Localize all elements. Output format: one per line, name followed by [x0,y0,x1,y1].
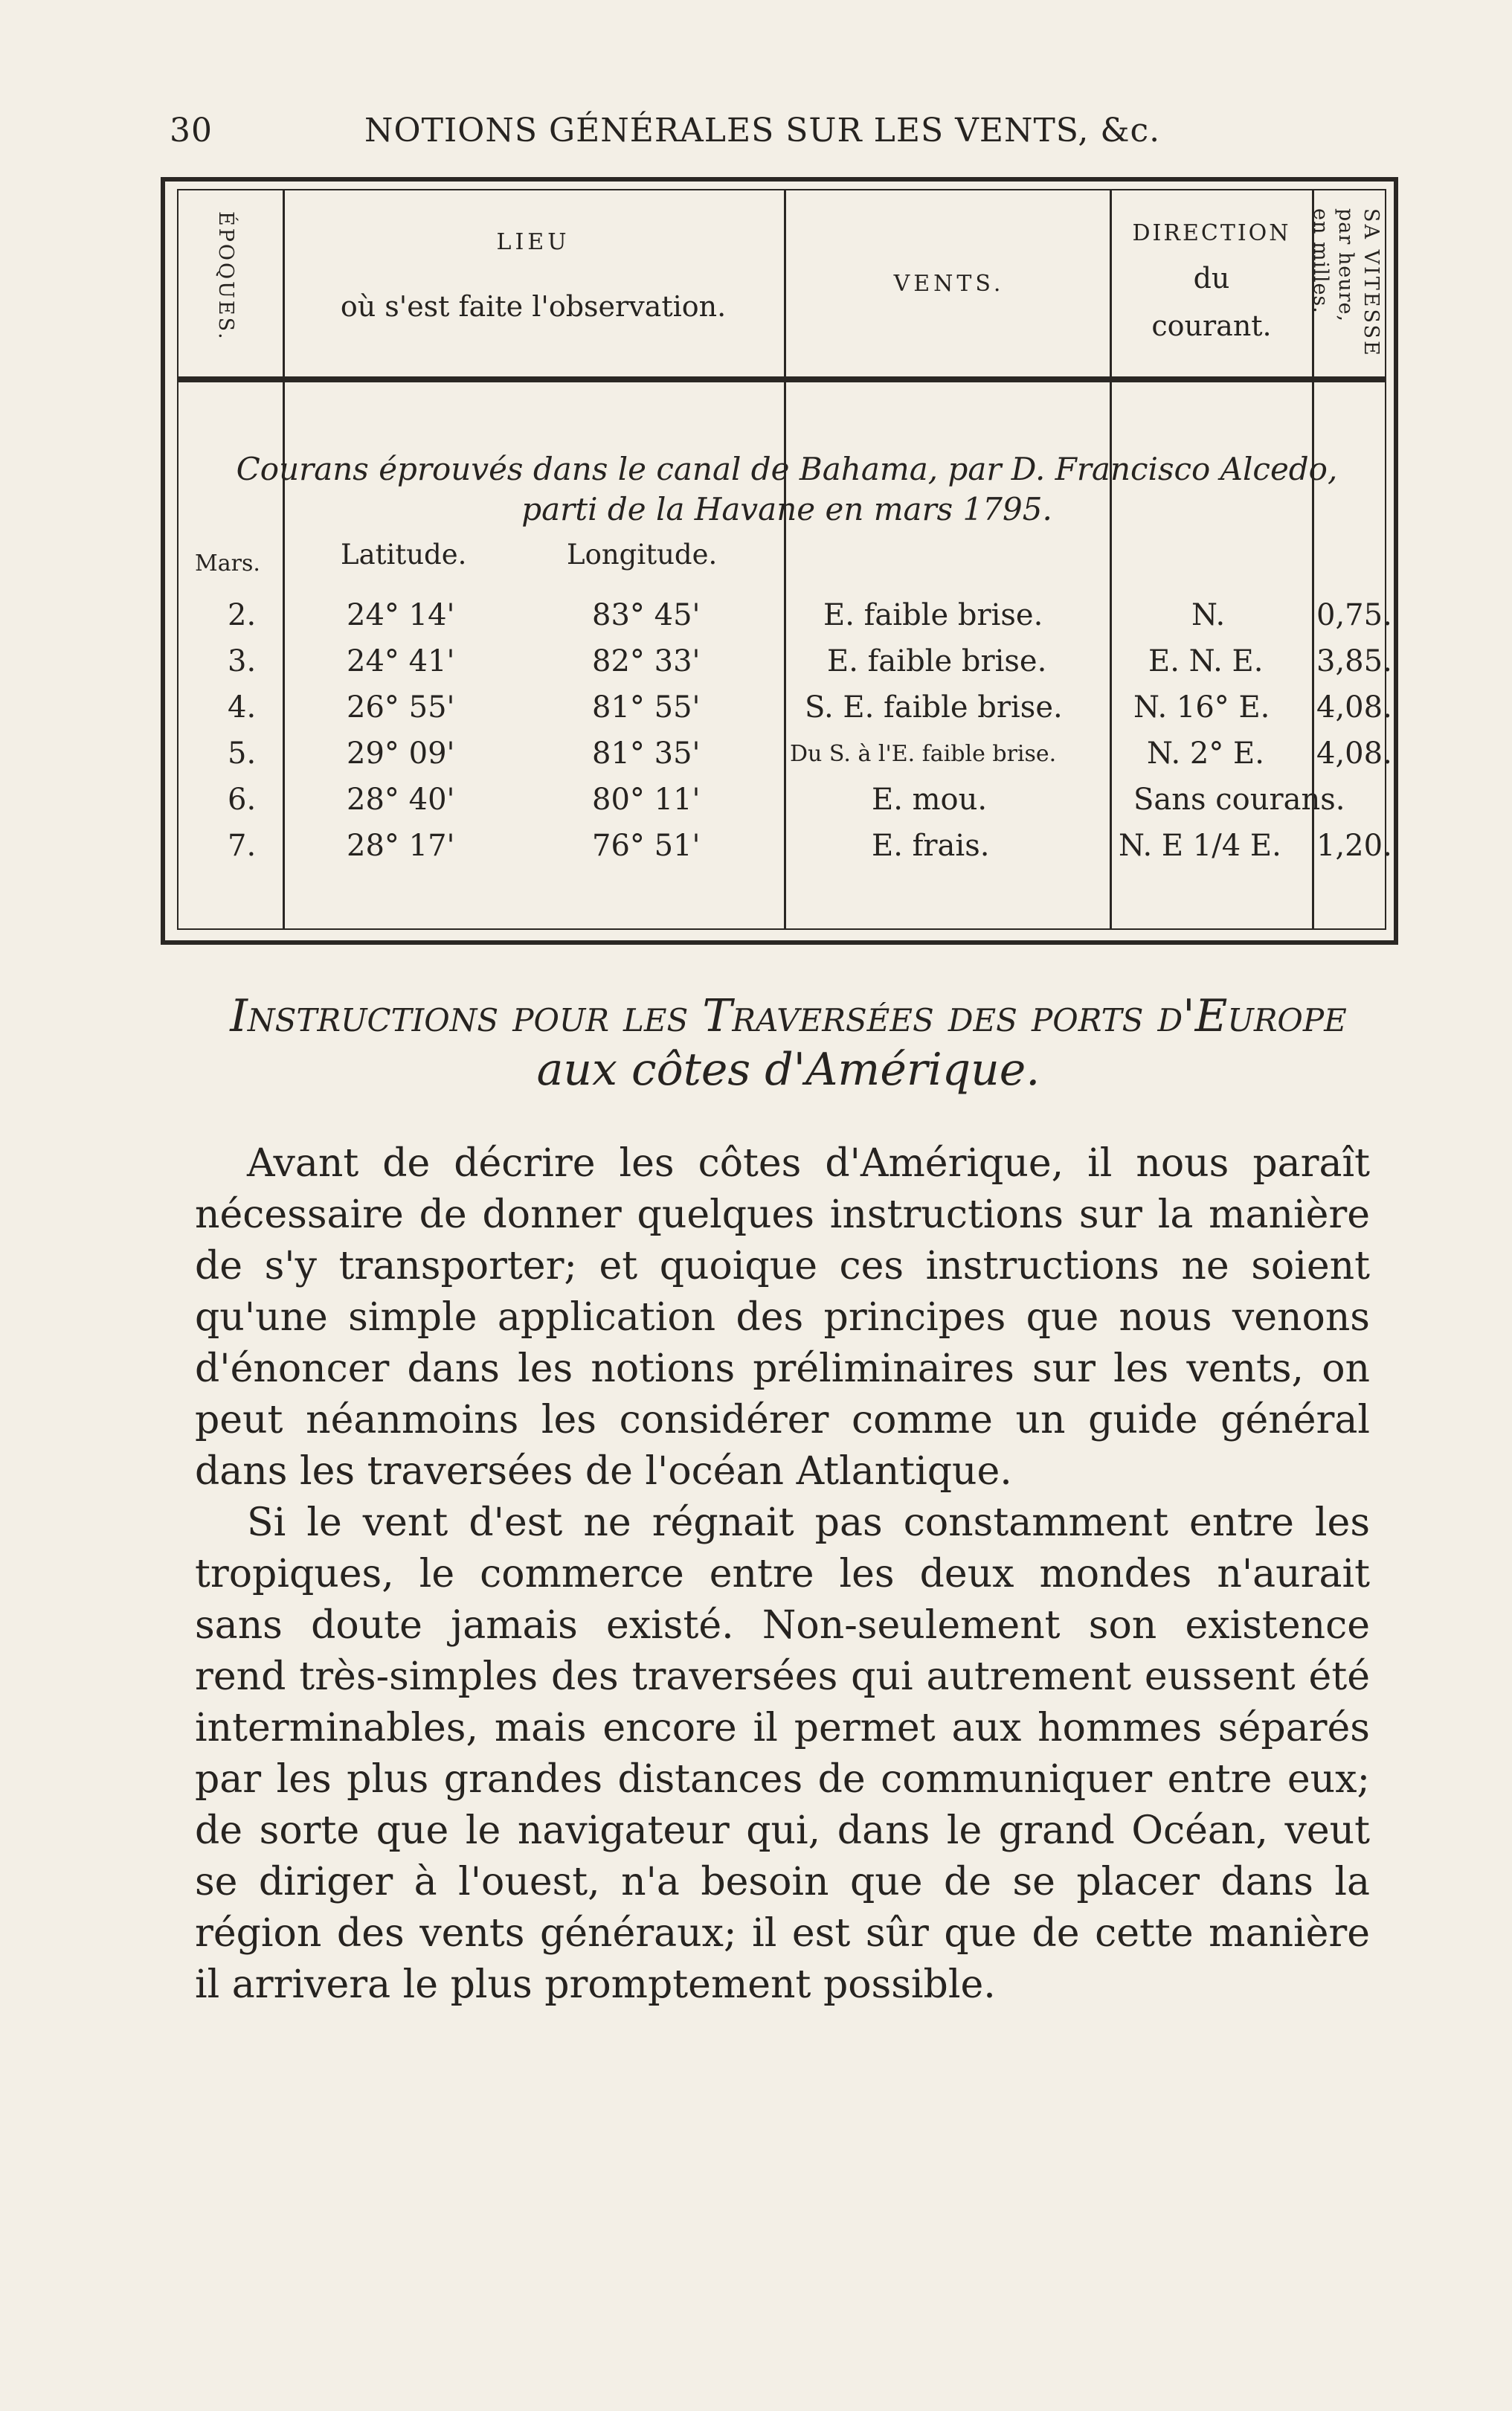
header-lieu-subtitle: où s'est faite l'observation. [340,290,727,323]
header-lieu-title: LIEU [496,229,570,255]
running-head: NOTIONS GÉNÉRALES SUR LES VENTS, &c. [364,112,1161,150]
cell-wind: Du S. à l'E. faible brise. [790,741,1057,767]
cell-direction: N. E 1/4 E. [1119,829,1281,863]
cell-speed: 0,75. [1316,598,1392,632]
cell-latitude: 29° 09' [347,736,455,771]
section-title-line-1: Courans éprouvés dans le canal de Bahama, par D. Francisco Alcedo, [236,451,1338,487]
header-rule [177,376,1386,382]
cell-speed: 4,08. [1316,736,1392,771]
cell-day: 7. [228,829,257,863]
header-vents: VENTS. [893,271,1005,297]
currents-table [161,177,1398,945]
cell-longitude: 81° 35' [592,736,701,771]
cell-longitude: 83° 45' [592,598,701,632]
cell-latitude: 28° 17' [347,829,455,863]
cell-wind: E. frais. [872,829,990,863]
cell-wind: E. faible brise. [823,598,1043,632]
instructions-title-line-1: Instructions pour les Traversées des ports d'Europe [230,990,1347,1042]
cell-day: 6. [228,783,257,817]
header-vitesse-milles: en milles. [1309,208,1332,314]
cell-wind: E. mou. [872,783,988,817]
cell-longitude: 81° 55' [592,690,701,725]
cell-speed: 3,85. [1316,644,1392,678]
body-text [195,1138,1370,2011]
page-header [170,112,1211,164]
cell-speed: 1,20. [1316,829,1392,863]
cell-day: 5. [228,736,257,771]
cell-day: 3. [228,644,257,678]
cell-direction: Sans courans. [1133,783,1345,817]
col-longitude: Longitude. [567,539,718,571]
col-month: Mars. [195,550,260,577]
paragraph-2: Si le vent d'est ne régnait pas constamment entre les tropiques, le commerce entre les deux mondes n'aurait sans doute jamais existé. Non-seulement son existence rend très-simples des traversées qui autrement eussent été interminables, mais encore il permet aux hommes séparés par les plus grandes distances de communiquer entre eux; de sorte que le navigateur qui, dans le grand Océan, veut se diriger à l'ouest, n'a besoin que de se placer dans la région des vents généraux; il est sûr que de cette manière il arrivera le plus promptement possible. [195,1500,1370,2007]
header-vitesse-par-heure: par heure, [1334,208,1357,323]
cell-latitude: 26° 55' [347,690,455,725]
cell-direction: N. [1191,598,1226,632]
section-title [195,449,1379,530]
cell-longitude: 82° 33' [592,644,701,678]
cell-direction: N. 16° E. [1133,690,1270,725]
cell-day: 4. [228,690,257,725]
cell-latitude: 24° 41' [347,644,455,678]
header-epoques: ÉPOQUES. [214,211,237,341]
instructions-title [193,989,1383,1097]
cell-latitude: 24° 14' [347,598,455,632]
header-direction: DIRECTION [1132,220,1291,246]
paragraph-1: Avant de décrire les côtes d'Amérique, il nous paraît nécessaire de donner quelques instructions sur la manière de s'y transporter; et quoique ces instructions ne soient qu'une simple application des principes que nous venons d'énoncer dans les notions préliminaires sur les vents, on peut néanmoins les considérer comme un guide général dans les traversées de l'océan Atlantique. [195,1141,1370,1494]
col-latitude: Latitude. [341,539,467,571]
cell-longitude: 80° 11' [592,783,701,817]
cell-wind: S. E. faible brise. [805,690,1063,725]
instructions-title-line-2: aux côtes d'Amérique. [536,1044,1040,1096]
header-direction-du: du [1193,262,1230,295]
cell-direction: N. 2° E. [1147,736,1264,771]
cell-wind: E. faible brise. [827,644,1047,678]
cell-latitude: 28° 40' [347,783,455,817]
cell-day: 2. [228,598,257,632]
cell-longitude: 76° 51' [592,829,701,863]
header-direction-courant: courant. [1151,309,1272,342]
header-vitesse: SA VITESSE [1360,208,1383,358]
section-title-line-2: parti de la Havane en mars 1795. [521,491,1052,527]
cell-speed: 4,08. [1316,690,1392,725]
cell-direction: E. N. E. [1148,644,1264,678]
page-number: 30 [170,112,213,150]
